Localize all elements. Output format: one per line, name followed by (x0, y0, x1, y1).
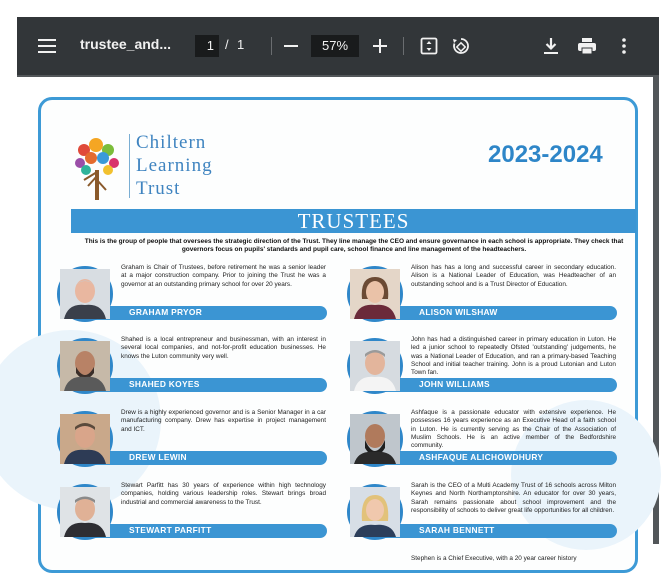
pdf-page (17, 77, 653, 562)
pdf-viewer (17, 17, 659, 562)
page-total: 1 (237, 37, 245, 52)
trustees-poster (38, 97, 638, 573)
trustee-namebar (381, 306, 617, 320)
fit-page-icon (420, 37, 438, 55)
trustee-bio: John has had a distinguished career in primary education in Luton. He led a junior school to repeatedly Ofsted 'outstanding' judgements, he was a National Leader of Education, and ran a primary-based Teaching School and initial teacher training. John is a proud Lutonian and Luton Town fan. (411, 336, 616, 377)
trustee-bio: Drew is a highly experienced governor and is a Senior Manager in a car manufacturing company. Drew has expertise in project management and ICT. (121, 409, 326, 433)
rotate-icon (451, 37, 469, 55)
trustee-namebar (91, 451, 327, 465)
print-button[interactable] (575, 34, 599, 58)
document-title: trustee_and... (80, 36, 172, 52)
year-heading: 2023-2024 (488, 141, 603, 168)
trustee-bio: Shahed is a local entrepreneur and businessman, with an interest in several local companies, and not-for-profit education businesses. He knows the Luton community very well. (121, 336, 326, 360)
trustee-namebar (91, 524, 327, 538)
trustee-card (55, 264, 327, 334)
trustee-photo (57, 411, 113, 467)
zoom-level-input[interactable]: 57% (311, 35, 359, 57)
trustee-photo (57, 266, 113, 322)
chiltern-tree-logo-icon (74, 136, 120, 202)
trustee-card (55, 336, 327, 406)
trustee-photo (347, 266, 403, 322)
toolbar-divider (271, 37, 272, 55)
toolbar-divider (403, 37, 404, 55)
logo-text-line3: Trust (136, 178, 181, 199)
print-icon (577, 37, 597, 55)
fit-page-button[interactable] (417, 34, 441, 58)
trustee-bio: Alison has has a long and successful career in secondary education. Alison is a National Leader of Education, was Headteacher of an outstanding school and is a Trust Director of Education. (411, 264, 616, 288)
trustee-name: ALISON WILSHAW (419, 307, 498, 317)
trustee-card (345, 336, 617, 406)
trustee-bio: Stewart Parfitt has 30 years of experience within high technology companies, holding various leadership roles. Stewart brings broad industrial and commercial awareness to the Trust. (121, 482, 326, 506)
trustee-bio-cutoff: Stephen is a Chief Executive, with a 20 year career history (411, 555, 577, 562)
trustee-photo (57, 484, 113, 540)
trustee-name: STEWART PARFITT (129, 525, 212, 535)
page-number-input[interactable]: 1 (195, 35, 219, 57)
plus-icon (373, 39, 387, 53)
download-button[interactable] (539, 34, 563, 58)
trustee-bio: Graham is Chair of Trustees, before retirement he was a senior leader at a major construction company. Prior to joining the Trust he was a governor at an outstanding primary school for over 20 years. (121, 264, 326, 288)
more-options-button[interactable] (612, 34, 636, 58)
trustee-name: SHAHED KOYES (129, 379, 200, 389)
trustee-bio: Ashfaque is a passionate educator with extensive experience. He possesses 16 years experience as an Executive Head of a faith school in Luton. He is currently serving as the Chair of the Association of Muslim Schools. He is an active member of the Bedfordshire community. (411, 409, 616, 450)
trustee-photo (347, 484, 403, 540)
zoom-in-button[interactable] (369, 35, 391, 57)
trustee-photo (57, 338, 113, 394)
trustee-namebar (91, 306, 327, 320)
trustee-namebar (381, 378, 617, 392)
trustee-photo (347, 338, 403, 394)
trustee-photo (347, 411, 403, 467)
trustees-banner: TRUSTEES (71, 209, 636, 233)
trustee-card (345, 264, 617, 334)
trustee-namebar (91, 378, 327, 392)
download-icon (543, 37, 559, 55)
trustee-card (345, 409, 617, 479)
trustee-name: GRAHAM PRYOR (129, 307, 203, 317)
minus-icon (284, 45, 298, 47)
intro-paragraph: This is the group of people that oversees the strategic direction of the Trust. They line manage the CEO and ensure governance in each school is appropriate. They check that governors focus on pupils' standards and pupil care, school finance and line management of the headteachers. (84, 238, 624, 253)
page-separator: / (225, 37, 229, 52)
trustee-name: JOHN WILLIAMS (419, 379, 490, 389)
rotate-button[interactable] (448, 34, 472, 58)
hamburger-menu-icon[interactable] (35, 35, 59, 57)
pdf-toolbar (17, 17, 659, 75)
trustee-card (55, 409, 327, 479)
logo-text-line1: Chiltern (136, 132, 207, 153)
trustee-namebar (381, 524, 617, 538)
logo-text-line2: Learning (136, 155, 213, 176)
more-vert-icon (622, 38, 626, 54)
trustee-name: ASHFAQUE ALICHOWDHURY (419, 452, 544, 462)
logo-divider (129, 134, 130, 198)
zoom-out-button[interactable] (280, 35, 302, 57)
trustee-card (345, 482, 617, 552)
trustee-namebar (381, 451, 617, 465)
trustee-name: DREW LEWIN (129, 452, 187, 462)
trustee-card (55, 482, 327, 552)
trustee-bio: Sarah is the CEO of a Multi Academy Trust of 16 schools across Milton Keynes and North Northamptonshire. An educator for over 30 years, Sarah remains passionate about school improvement and the responsibility of schools to deliver great life opportunities for all children. (411, 482, 616, 514)
trustee-name: SARAH BENNETT (419, 525, 495, 535)
